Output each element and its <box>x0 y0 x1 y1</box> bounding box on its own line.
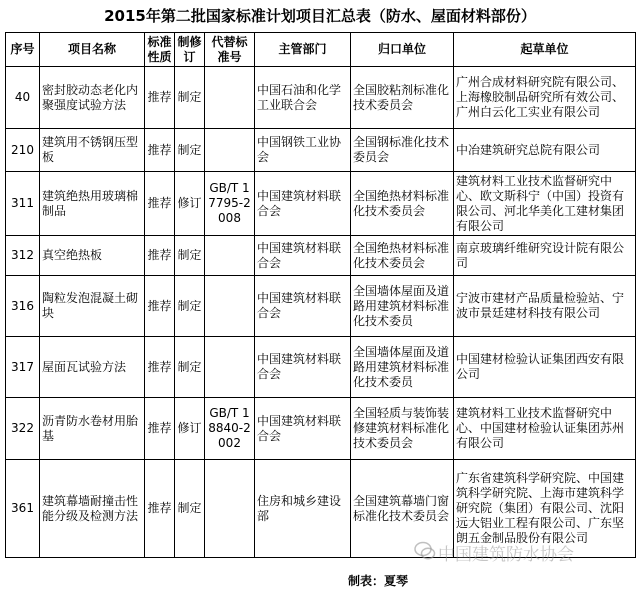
table-row <box>6 236 636 276</box>
cell-dept: 中国建筑材料联合会 <box>255 236 351 276</box>
cell-name: 建筑用不锈钢压型板 <box>40 129 145 172</box>
cell-replace <box>205 337 255 398</box>
cell-name: 建筑幕墙耐撞击性能分级及检测方法 <box>40 460 145 558</box>
header-drafter: 起草单位 <box>454 33 636 67</box>
cell-replace <box>205 276 255 337</box>
cell-unit: 全国轻质与装饰装修建筑材料标准化技术委员会 <box>351 398 454 460</box>
cell-drafter: 建筑材料工业技术监督研究中心、中国建材检验认证集团苏州有限公司 <box>454 398 636 460</box>
cell-nature: 推荐 <box>145 236 175 276</box>
cell-no: 311 <box>6 172 40 236</box>
table-row <box>6 337 636 398</box>
cell-nature: 推荐 <box>145 276 175 337</box>
cell-unit: 全国绝热材料标准化技术委员会 <box>351 236 454 276</box>
cell-type: 制定 <box>175 276 205 337</box>
cell-unit: 全国墙体屋面及道路用建筑材料标准化技术委员 <box>351 337 454 398</box>
watermark: 中国建筑防水协会 <box>438 545 574 565</box>
cell-nature: 推荐 <box>145 172 175 236</box>
cell-type: 制定 <box>175 67 205 129</box>
cell-name: 沥青防水卷材用胎基 <box>40 398 145 460</box>
header-row <box>6 33 636 67</box>
cell-unit: 全国绝热材料标准化技术委员会 <box>351 172 454 236</box>
cell-replace <box>205 460 255 558</box>
cell-unit: 全国钢标准化技术委员会 <box>351 129 454 172</box>
cell-no: 317 <box>6 337 40 398</box>
header-unit: 归口单位 <box>351 33 454 67</box>
header-replace: 代替标准号 <box>205 33 255 67</box>
cell-drafter: 广东省建筑科学研究院、中国建筑科学研究院、上海市建筑科学研究院（集团）有限公司、沈阳远大铝业工程有限公司、广东坚朗五金制品股份有限公司 <box>454 460 636 558</box>
table-row <box>6 67 636 129</box>
cell-name: 屋面瓦试验方法 <box>40 337 145 398</box>
cell-name: 真空绝热板 <box>40 236 145 276</box>
table-row <box>6 172 636 236</box>
header-nature: 标准性质 <box>145 33 175 67</box>
cell-drafter: 中冶建筑研究总院有限公司 <box>454 129 636 172</box>
table-row <box>6 276 636 337</box>
cell-type: 制定 <box>175 129 205 172</box>
cell-unit: 全国建筑幕墙门窗标准化技术委员会 <box>351 460 454 558</box>
cell-replace: GB/T 17795-2008 <box>205 172 255 236</box>
footer-author: 制表：夏琴 <box>348 574 409 588</box>
cell-drafter: 南京玻璃纤维研究设计院有限公司 <box>454 236 636 276</box>
wechat-icon <box>414 540 436 562</box>
header-type: 制修订 <box>175 33 205 67</box>
header-name: 项目名称 <box>40 33 145 67</box>
cell-drafter: 建筑材料工业技术监督研究中心、欧文斯科宁（中国）投资有限公司、河北华美化工建材集团有限公司 <box>454 172 636 236</box>
cell-dept: 中国石油和化学工业联合会 <box>255 67 351 129</box>
cell-dept: 住房和城乡建设部 <box>255 460 351 558</box>
cell-no: 316 <box>6 276 40 337</box>
cell-nature: 推荐 <box>145 398 175 460</box>
cell-type: 制定 <box>175 460 205 558</box>
cell-dept: 中国钢铁工业协会 <box>255 129 351 172</box>
cell-no: 312 <box>6 236 40 276</box>
cell-dept: 中国建筑材料联合会 <box>255 398 351 460</box>
cell-no: 322 <box>6 398 40 460</box>
cell-replace <box>205 67 255 129</box>
cell-type: 修订 <box>175 172 205 236</box>
cell-nature: 推荐 <box>145 67 175 129</box>
cell-type: 修订 <box>175 398 205 460</box>
header-no: 序号 <box>6 33 40 67</box>
cell-type: 制定 <box>175 236 205 276</box>
cell-name: 陶粒发泡混凝土砌块 <box>40 276 145 337</box>
cell-drafter: 宁波市建材产品质量检验站、宁波市景廷建材科技有限公司 <box>454 276 636 337</box>
table-row <box>6 398 636 460</box>
cell-nature: 推荐 <box>145 460 175 558</box>
header-dept: 主管部门 <box>255 33 351 67</box>
cell-unit: 全国胶粘剂标准化技术委员会 <box>351 67 454 129</box>
cell-replace: GB/T 18840-2002 <box>205 398 255 460</box>
table-title: 2015年第二批国家标准计划项目汇总表（防水、屋面材料部份） <box>104 7 536 25</box>
cell-no: 361 <box>6 460 40 558</box>
cell-nature: 推荐 <box>145 129 175 172</box>
cell-nature: 推荐 <box>145 337 175 398</box>
table-row <box>6 129 636 172</box>
cell-dept: 中国建筑材料联合会 <box>255 276 351 337</box>
cell-dept: 中国建筑材料联合会 <box>255 337 351 398</box>
cell-replace <box>205 129 255 172</box>
cell-no: 40 <box>6 67 40 129</box>
cell-name: 密封胶动态老化内聚强度试验方法 <box>40 67 145 129</box>
cell-drafter: 广州合成材料研究院有限公司、上海橡胶制品研究所有效公司、广州白云化工实业有限公司 <box>454 67 636 129</box>
cell-replace <box>205 236 255 276</box>
cell-drafter: 中国建材检验认证集团西安有限公司 <box>454 337 636 398</box>
standards-table <box>5 32 636 558</box>
cell-name: 建筑绝热用玻璃棉制品 <box>40 172 145 236</box>
cell-no: 210 <box>6 129 40 172</box>
cell-type: 制定 <box>175 337 205 398</box>
cell-unit: 全国墙体屋面及道路用建筑材料标准化技术委员 <box>351 276 454 337</box>
cell-dept: 中国建筑材料联合会 <box>255 172 351 236</box>
